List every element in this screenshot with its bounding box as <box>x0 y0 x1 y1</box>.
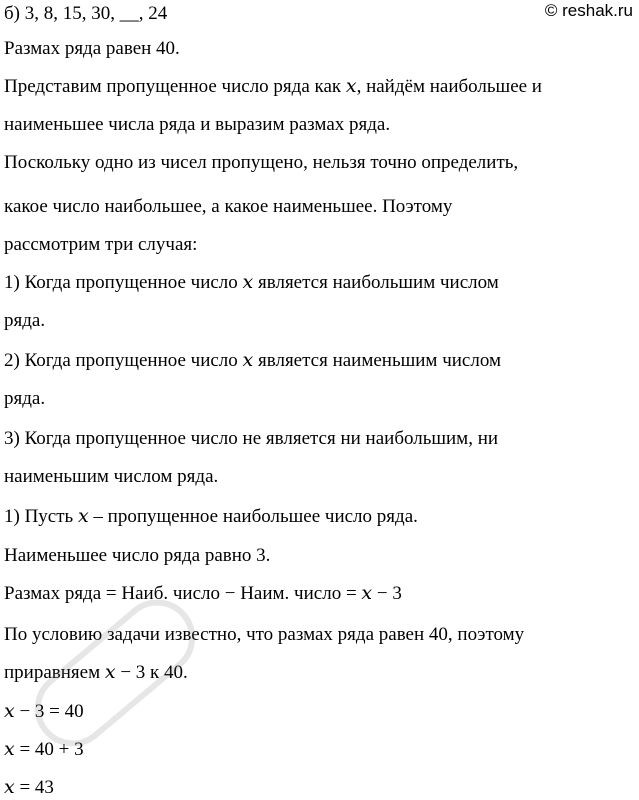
text-line: Представим пропущенное число ряда как 𝑥, найдём наибольшее и <box>4 76 542 97</box>
text-line: рассмотрим три случая: <box>4 234 198 255</box>
equation-line: 𝑥 − 3 = 40 <box>4 701 84 722</box>
text-line: 1) Когда пропущенное число 𝑥 является наибольшим числом <box>4 272 499 293</box>
task-header: б) 3, 8, 15, 30, __, 24 <box>4 3 168 24</box>
text-line: ряда. <box>4 310 46 331</box>
text-line: приравняем 𝑥 − 3 к 40. <box>4 662 188 683</box>
text-line: По условию задачи известно, что размах ряда равен 40, поэтому <box>4 624 525 645</box>
text-line: Поскольку одно из чисел пропущено, нельзя точно определить, <box>4 152 519 173</box>
text-line: Размах ряда равен 40. <box>4 38 180 59</box>
text-line: 3) Когда пропущенное число не является ни наибольшим, ни <box>4 428 499 449</box>
text-line: какое число наибольшее, а какое наименьшее. Поэтому <box>4 196 453 217</box>
equation-line: 𝑥 = 43 <box>4 777 54 798</box>
text-line: наименьшее числа ряда и выразим размах ряда. <box>4 114 391 135</box>
text-line: Наименьшее число ряда равно 3. <box>4 545 271 566</box>
text-line: 2) Когда пропущенное число 𝑥 является наименьшим числом <box>4 350 502 371</box>
text-line: наименьшим числом ряда. <box>4 466 219 487</box>
text-line: 1) Пусть 𝑥 – пропущенное наибольшее число ряда. <box>4 506 418 527</box>
watermark-text: © reshak.ru <box>544 1 633 20</box>
text-line: ряда. <box>4 388 46 409</box>
equation-line: 𝑥 = 40 + 3 <box>4 739 84 760</box>
formula-line: Размах ряда = Наиб. число − Наим. число = 𝑥 − 3 <box>4 583 402 604</box>
